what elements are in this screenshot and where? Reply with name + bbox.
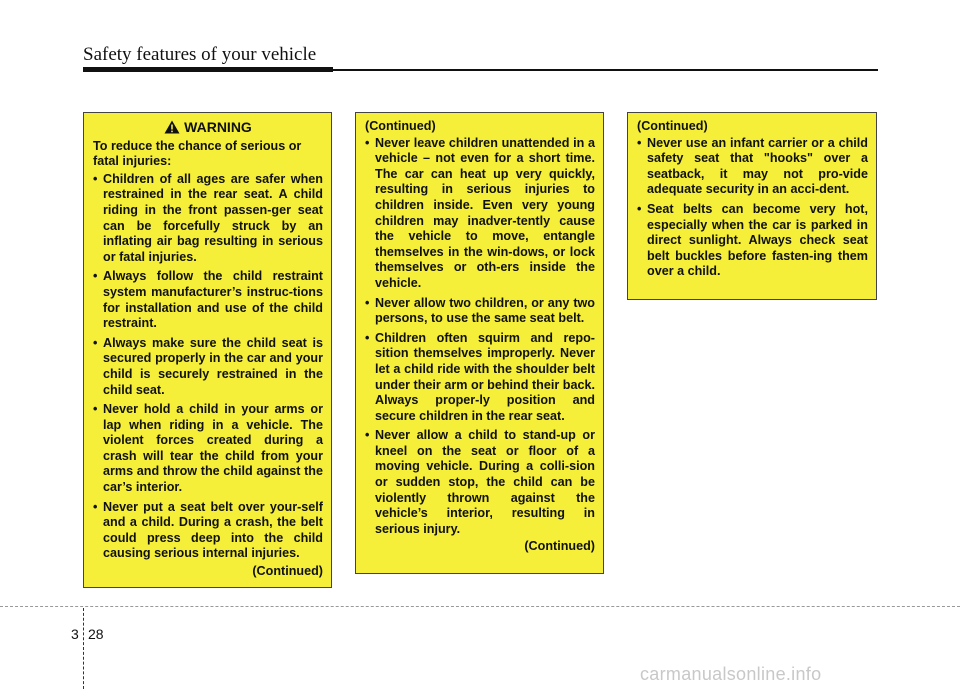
list-item: • Never leave children unattended in a vehicle – not even for a short time. The car can heat up very quickly, resulting in serious injuries to children inside. Even very young children may inadver-tently cause the vehicle to move, entangle themselves in the win-dows, or lock themselves or oth-ers inside the vehicle. [365,136,595,292]
continued-label: (Continued) [524,539,595,554]
list-item: • Never hold a child in your arms or lap when riding in a vehicle. The violent forces created during a crash will tear the child from your arms and throw the child against the car’s interior. [93,402,323,496]
chapter-number: 3 [71,626,79,642]
list-item: • Children of all ages are safer when restrained in the rear seat. A child riding in the front passen-ger seat can be forcefully struck by an inflating air bag resulting in serious or fatal injuries. [93,172,323,266]
warning-intro: To reduce the chance of serious or fatal injuries: [93,138,302,169]
warning-triangle-icon [164,120,180,134]
continued-label: (Continued) [637,119,708,133]
page-number: 28 [88,626,104,642]
warning-list-1 [93,172,323,562]
list-item: • Always make sure the child seat is secured properly in the car and your child is securely restrained in the child seat. [93,336,323,398]
list-item: • Seat belts can become very hot, especially when the car is parked in direct sunlight. Always check seat belt buckles before fasten-ing them over a child. [637,202,868,280]
warning-list-2 [365,136,595,538]
warning-list-3 [637,136,868,280]
list-item: • Never use an infant carrier or a child safety seat that "hooks" over a seatback, it may not pro-vide adequate security in an acci-dent. [637,136,868,198]
warning-box-1 [83,112,332,588]
warning-box-3 [627,112,877,300]
page-header-title: Safety features of your vehicle [83,44,317,65]
list-item: • Always follow the child restraint system manufacturer’s instruc-tions for installation and use of the child restraint. [93,269,323,331]
list-item: • Never allow a child to stand-up or kneel on the seat or floor of a moving vehicle. During a colli-sion or sudden stop, the child can be violently thrown against the vehicle’s interior, resulting in serious injury. [365,428,595,537]
warning-box-2 [355,112,604,574]
list-item: • Never allow two children, or any two persons, to use the same seat belt. [365,296,595,327]
watermark: carmanualsonline.info [640,664,822,684]
continued-label: (Continued) [252,564,323,579]
warning-heading [93,120,323,136]
header-rule-thin [333,69,878,71]
list-item: • Never put a seat belt over your-self and a child. During a crash, the belt could press deep into the child causing serious internal injuries. [93,500,323,562]
footer-vertical-rule [83,608,84,689]
footer-divider [0,606,960,607]
header-rule-thick [83,67,333,72]
warning-label: WARNING [184,119,252,135]
continued-label: (Continued) [365,119,436,133]
list-item: • Children often squirm and repo-sition themselves improperly. Never let a child ride with the shoulder belt under their arm or behind their back. Always proper-ly position and secure children in the rear seat. [365,331,595,425]
